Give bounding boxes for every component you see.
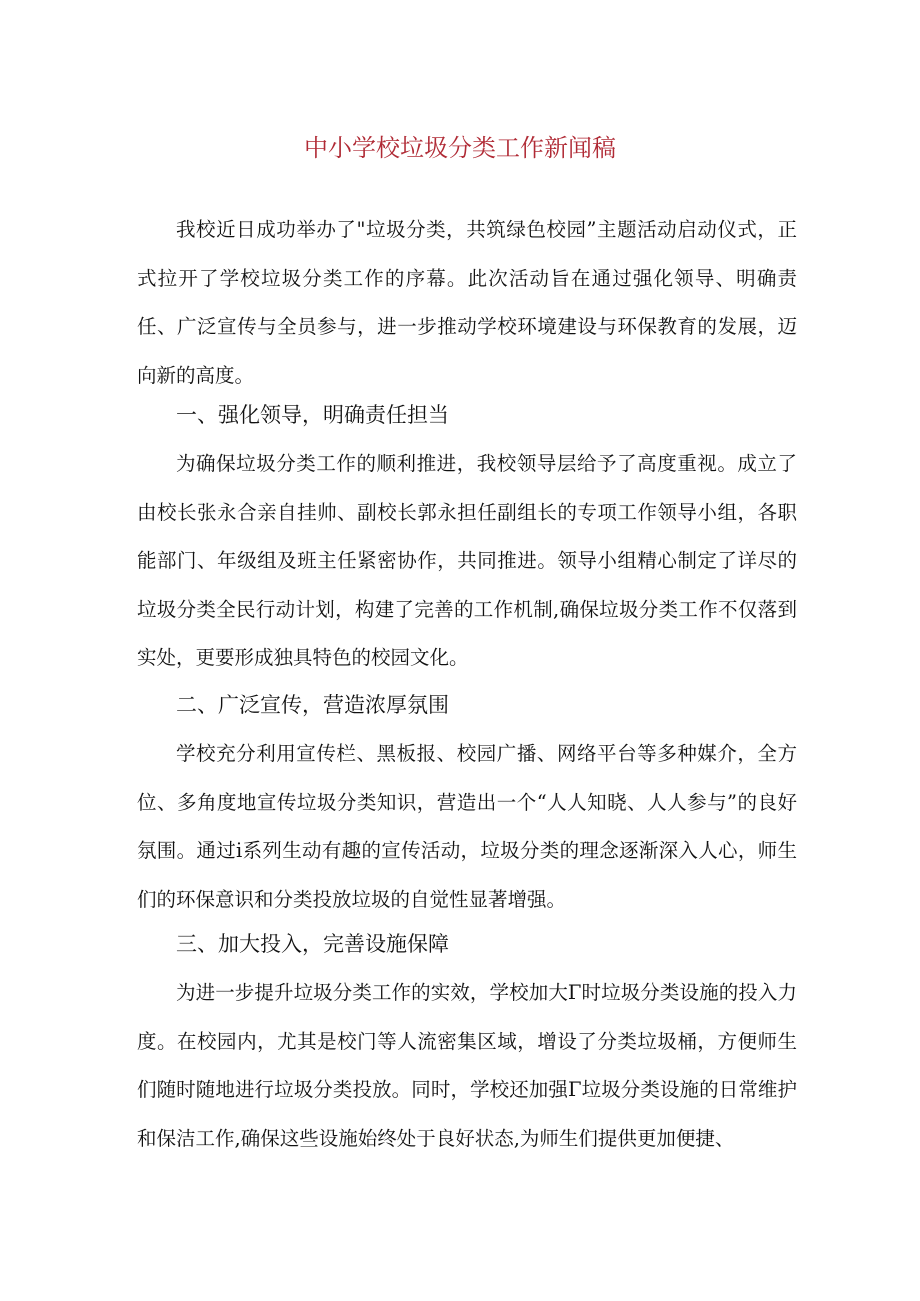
intro-paragraph: 我校近日成功举办了"垃圾分类，共筑绿色校园”主题活动启动仪式，正式拉开了学校垃圾分类工作的序幕。此次活动旨在通过强化领导、明确责任、广泛宣传与全员参与，进一步推动学校环境建设与环保教育的发展，迈向新的高度。 <box>137 218 797 387</box>
section-heading-1: 一、强化领导，明确责任担当 <box>176 403 449 427</box>
section-paragraph-2: 学校充分利用宣传栏、黑板报、校园广播、网络平台等多种媒介，全方位、多角度地宣传垃圾分类知识，营造出一个“人人知晓、人人参与”的良好氛围。通过i系列生动有趣的宣传活动，垃圾分类的理念逐渐深入人心，师生们的环保意识和分类投放垃圾的自觉性显著增强。 <box>137 742 797 911</box>
section-paragraph-1: 为确保垃圾分类工作的顺利推进，我校领导层给予了高度重视。成立了由校长张永合亲自挂帅、副校长郭永担任副组长的专项工作领导小组，各职能部门、年级组及班主任紧密协作，共同推进。领导小组精心制定了详尽的垃圾分类全民行动计划，构建了完善的工作机制,确保垃圾分类工作不仅落到实处，更要形成独具特色的校园文化。 <box>137 452 797 669</box>
section-paragraph-3: 为进一步提升垃圾分类工作的实效，学校加大Γ时垃圾分类设施的投入力度。在校园内，尤其是校门等人流密集区域，增设了分类垃圾桶，方便师生们随时随地进行垃圾分类投放。同时，学校还加强Γ垃圾分类设施的日常维护和保洁工作,确保这些设施始终处于良好状态,为师生们提供更加便捷、 <box>137 981 797 1150</box>
section-heading-2: 二、广泛宣传，营造浓厚氛围 <box>176 693 449 717</box>
document-title: 中小学校垃圾分类工作新闻稿 <box>304 134 616 162</box>
section-heading-3: 三、加大投入，完善设施保障 <box>176 932 449 956</box>
